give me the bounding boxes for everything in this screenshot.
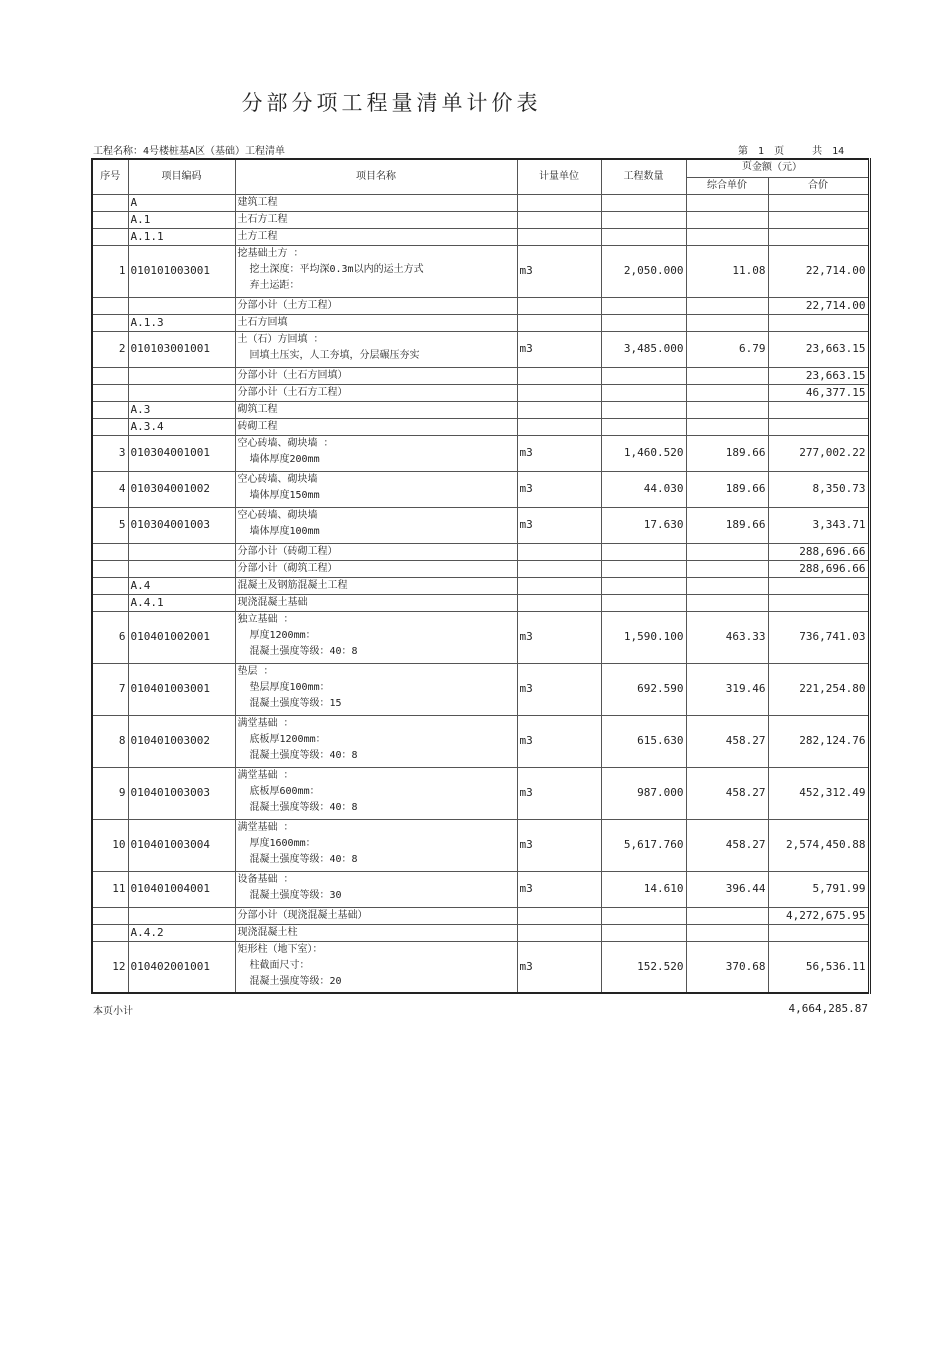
table-row <box>92 715 869 767</box>
row-seq: 12 <box>92 941 128 993</box>
row-unit: m3 <box>517 871 601 907</box>
row-qty <box>601 314 686 331</box>
bill-table <box>91 158 871 994</box>
name-line: 墙体厚度150mm <box>249 489 320 501</box>
row-name <box>235 228 517 245</box>
table-row <box>92 871 869 907</box>
row-unit-price <box>686 594 768 611</box>
row-unit: m3 <box>517 435 601 471</box>
row-qty <box>601 211 686 228</box>
row-unit-price <box>686 560 768 577</box>
row-unit-price <box>686 314 768 331</box>
row-total <box>768 577 869 594</box>
row-qty: 987.000 <box>601 767 686 819</box>
name-line: 墙体厚度100mm <box>249 525 320 537</box>
row-code: A <box>128 194 235 211</box>
name-line: 挖土深度：平均深0.3m以内的运土方式 <box>249 263 424 275</box>
table-row <box>92 560 869 577</box>
page-suffix: 页 <box>774 146 785 157</box>
row-seq <box>92 577 128 594</box>
row-total <box>768 594 869 611</box>
header-money: 金额（元） <box>686 159 869 177</box>
row-qty <box>601 577 686 594</box>
row-code <box>128 543 235 560</box>
row-code: 010401004001 <box>128 871 235 907</box>
row-name <box>235 471 517 507</box>
row-qty <box>601 924 686 941</box>
row-seq: 2 <box>92 331 128 367</box>
table-row <box>92 507 869 543</box>
row-total: 56,536.11 <box>768 941 869 993</box>
name-line: 砖砌工程 <box>237 420 278 432</box>
row-unit <box>517 367 601 384</box>
row-name <box>235 767 517 819</box>
name-line: 底板厚600mm： <box>249 785 320 797</box>
header-seq: 序号 <box>92 159 128 194</box>
name-line: 墙体厚度200mm <box>249 453 320 465</box>
table-row <box>92 194 869 211</box>
row-code: A.1.3 <box>128 314 235 331</box>
row-total: 5,791.99 <box>768 871 869 907</box>
table-row <box>92 611 869 663</box>
header-name: 项目名称 <box>235 159 517 194</box>
row-unit: m3 <box>517 819 601 871</box>
name-line: 满堂基础 ： <box>237 717 294 729</box>
row-seq <box>92 211 128 228</box>
row-unit-price: 370.68 <box>686 941 768 993</box>
row-name <box>235 314 517 331</box>
header-total: 合价 <box>768 177 869 194</box>
table-row <box>92 907 869 924</box>
row-qty: 1,590.100 <box>601 611 686 663</box>
row-name <box>235 297 517 314</box>
row-code: 010401003004 <box>128 819 235 871</box>
name-line: 底板厚1200mm： <box>249 733 326 745</box>
row-unit: m3 <box>517 611 601 663</box>
row-code <box>128 560 235 577</box>
row-total: 23,663.15 <box>768 331 869 367</box>
table-row <box>92 819 869 871</box>
row-unit <box>517 228 601 245</box>
row-unit <box>517 211 601 228</box>
row-total: 8,350.73 <box>768 471 869 507</box>
row-total <box>768 418 869 435</box>
row-unit-price <box>686 384 768 401</box>
row-seq <box>92 228 128 245</box>
row-unit: m3 <box>517 245 601 297</box>
row-name <box>235 871 517 907</box>
row-seq: 8 <box>92 715 128 767</box>
row-unit <box>517 418 601 435</box>
row-name <box>235 819 517 871</box>
row-unit-price: 319.46 <box>686 663 768 715</box>
row-unit-price <box>686 211 768 228</box>
name-line: 混凝土强度等级：20 <box>249 975 342 987</box>
row-code: 010401003001 <box>128 663 235 715</box>
row-unit-price: 6.79 <box>686 331 768 367</box>
footer-total: 4,664,285.87 <box>788 1002 868 1015</box>
table-row <box>92 767 869 819</box>
header-unit-price: 综合单价 <box>686 177 768 194</box>
row-code <box>128 367 235 384</box>
name-line: 满堂基础 ： <box>237 769 294 781</box>
name-line: 满堂基础 ： <box>237 821 294 833</box>
table-row <box>92 401 869 418</box>
row-seq: 1 <box>92 245 128 297</box>
row-unit-price <box>686 543 768 560</box>
row-total: 288,696.66 <box>768 543 869 560</box>
name-line: 分部小计（土石方工程） <box>237 386 348 398</box>
row-code: 010101003001 <box>128 245 235 297</box>
name-line: 混凝土强度等级：30 <box>249 889 342 901</box>
name-line: 回填土压实，人工夯填，分层碾压夯实 <box>249 349 420 361</box>
row-code: A.3.4 <box>128 418 235 435</box>
row-qty <box>601 401 686 418</box>
row-name <box>235 507 517 543</box>
table-row <box>92 367 869 384</box>
row-unit-price <box>686 367 768 384</box>
row-unit-price <box>686 401 768 418</box>
name-line: 混凝土及钢筋混凝土工程 <box>237 579 348 591</box>
row-qty: 692.590 <box>601 663 686 715</box>
name-line: 厚度1600mm： <box>249 837 316 849</box>
row-unit <box>517 401 601 418</box>
name-line: 混凝土强度等级：40：8 <box>249 749 358 761</box>
table-row <box>92 245 869 297</box>
row-seq <box>92 594 128 611</box>
row-qty <box>601 543 686 560</box>
row-unit-price <box>686 907 768 924</box>
page-prefix: 第 <box>738 146 748 157</box>
row-code: 010401003003 <box>128 767 235 819</box>
row-unit-price: 458.27 <box>686 767 768 819</box>
name-line: 弃土运距： <box>249 279 300 291</box>
row-seq: 10 <box>92 819 128 871</box>
name-line: 垫层厚度100mm： <box>249 681 330 693</box>
row-qty <box>601 297 686 314</box>
row-total <box>768 314 869 331</box>
name-line: 空心砖墙、砌块墙 <box>237 509 318 521</box>
row-qty: 44.030 <box>601 471 686 507</box>
row-seq <box>92 384 128 401</box>
row-qty: 5,617.760 <box>601 819 686 871</box>
table-row <box>92 543 869 560</box>
row-unit-price: 189.66 <box>686 507 768 543</box>
row-qty <box>601 594 686 611</box>
row-code <box>128 297 235 314</box>
row-unit-price: 396.44 <box>686 871 768 907</box>
row-code: A.4 <box>128 577 235 594</box>
table-row <box>92 924 869 941</box>
row-total: 4,272,675.95 <box>768 907 869 924</box>
row-qty: 14.610 <box>601 871 686 907</box>
page-title: 分部分项工程量清单计价表 <box>241 91 542 115</box>
name-line: 空心砖墙、砌块墙 <box>237 473 318 485</box>
row-total: 22,714.00 <box>768 245 869 297</box>
row-total: 3,343.71 <box>768 507 869 543</box>
name-line: 现浇混凝土柱 <box>237 926 298 938</box>
row-total: 23,663.15 <box>768 367 869 384</box>
page-number: 1 <box>758 146 765 157</box>
row-name <box>235 577 517 594</box>
row-unit <box>517 594 601 611</box>
name-line: 混凝土强度等级：40：8 <box>249 853 358 865</box>
row-unit-price <box>686 194 768 211</box>
row-qty <box>601 194 686 211</box>
row-unit-price: 189.66 <box>686 435 768 471</box>
row-total: 46,377.15 <box>768 384 869 401</box>
name-line: 厚度1200mm： <box>249 629 316 641</box>
row-total <box>768 924 869 941</box>
row-total: 221,254.80 <box>768 663 869 715</box>
row-unit: m3 <box>517 715 601 767</box>
row-seq: 5 <box>92 507 128 543</box>
row-unit <box>517 543 601 560</box>
name-line: 土（石）方回填 ： <box>237 333 324 345</box>
total-prefix: 共 <box>812 146 823 157</box>
row-code: 010304001003 <box>128 507 235 543</box>
table-row <box>92 384 869 401</box>
name-line: 分部小计（砌筑工程） <box>237 562 338 574</box>
footer-label: 本页小计 <box>93 1006 133 1017</box>
row-total <box>768 194 869 211</box>
row-unit-price <box>686 577 768 594</box>
table-row <box>92 211 869 228</box>
row-name <box>235 907 517 924</box>
row-code <box>128 907 235 924</box>
row-name <box>235 331 517 367</box>
row-total: 288,696.66 <box>768 560 869 577</box>
row-unit <box>517 384 601 401</box>
row-name <box>235 435 517 471</box>
row-name <box>235 194 517 211</box>
row-seq <box>92 367 128 384</box>
table-row <box>92 594 869 611</box>
table-row <box>92 941 869 993</box>
row-seq: 11 <box>92 871 128 907</box>
row-total: 736,741.03 <box>768 611 869 663</box>
row-seq <box>92 907 128 924</box>
row-unit: m3 <box>517 767 601 819</box>
row-total: 277,002.22 <box>768 435 869 471</box>
row-qty <box>601 907 686 924</box>
row-unit-price: 458.27 <box>686 715 768 767</box>
row-name <box>235 418 517 435</box>
table-row <box>92 471 869 507</box>
name-line: 分部小计（现浇混凝土基础） <box>237 909 368 921</box>
row-name <box>235 543 517 560</box>
name-line: 矩形柱（地下室）： <box>237 943 323 955</box>
row-qty <box>601 560 686 577</box>
table-row <box>92 663 869 715</box>
header-code: 项目编码 <box>128 159 235 194</box>
table-row <box>92 435 869 471</box>
row-seq <box>92 418 128 435</box>
row-total <box>768 401 869 418</box>
name-line: 分部小计（土石方回填） <box>237 369 348 381</box>
row-seq: 7 <box>92 663 128 715</box>
row-total: 2,574,450.88 <box>768 819 869 871</box>
row-code: 010304001001 <box>128 435 235 471</box>
row-unit <box>517 560 601 577</box>
name-line: 建筑工程 <box>237 196 278 208</box>
row-unit-price <box>686 924 768 941</box>
total-suffix: 页 <box>742 161 752 172</box>
row-qty <box>601 418 686 435</box>
name-line: 垫层 ： <box>237 665 274 677</box>
header-unit: 计量单位 <box>517 159 601 194</box>
row-unit-price: 458.27 <box>686 819 768 871</box>
row-name <box>235 611 517 663</box>
name-line: 混凝土强度等级：40：8 <box>249 645 358 657</box>
row-qty: 152.520 <box>601 941 686 993</box>
name-line: 分部小计（土方工程） <box>237 299 338 311</box>
name-line: 混凝土强度等级：40：8 <box>249 801 358 813</box>
row-code <box>128 384 235 401</box>
row-seq: 3 <box>92 435 128 471</box>
row-code: A.4.2 <box>128 924 235 941</box>
table-row <box>92 297 869 314</box>
name-line: 混凝土强度等级：15 <box>249 697 342 709</box>
row-unit-price <box>686 418 768 435</box>
name-line: 挖基础土方 ： <box>237 247 304 259</box>
project-name: 工程名称：4号楼桩基A区（基础）工程清单 <box>93 146 286 157</box>
row-total <box>768 211 869 228</box>
row-qty <box>601 367 686 384</box>
row-seq <box>92 297 128 314</box>
row-unit: m3 <box>517 331 601 367</box>
row-unit <box>517 194 601 211</box>
table-row <box>92 418 869 435</box>
row-total: 282,124.76 <box>768 715 869 767</box>
row-unit <box>517 314 601 331</box>
row-qty <box>601 228 686 245</box>
row-code: 010402001001 <box>128 941 235 993</box>
row-unit-price: 189.66 <box>686 471 768 507</box>
table-body <box>92 194 869 993</box>
row-unit-price: 11.08 <box>686 245 768 297</box>
row-seq <box>92 401 128 418</box>
row-name <box>235 560 517 577</box>
row-unit-price: 463.33 <box>686 611 768 663</box>
row-unit: m3 <box>517 941 601 993</box>
row-code: 010304001002 <box>128 471 235 507</box>
row-name <box>235 594 517 611</box>
table-row <box>92 577 869 594</box>
row-unit <box>517 297 601 314</box>
name-line: 分部小计（砖砌工程） <box>237 545 338 557</box>
name-line: 设备基础 ： <box>237 873 294 885</box>
row-unit: m3 <box>517 507 601 543</box>
row-name <box>235 245 517 297</box>
row-qty: 3,485.000 <box>601 331 686 367</box>
row-name <box>235 663 517 715</box>
row-name <box>235 367 517 384</box>
name-line: 土石方回填 <box>237 316 288 328</box>
row-seq <box>92 194 128 211</box>
row-unit <box>517 907 601 924</box>
row-name <box>235 924 517 941</box>
row-seq: 4 <box>92 471 128 507</box>
total-pages: 14 <box>832 146 845 157</box>
row-qty: 1,460.520 <box>601 435 686 471</box>
row-total <box>768 228 869 245</box>
row-name <box>235 211 517 228</box>
row-name <box>235 715 517 767</box>
row-seq <box>92 543 128 560</box>
row-unit-price <box>686 228 768 245</box>
row-unit-price <box>686 297 768 314</box>
row-code: A.1 <box>128 211 235 228</box>
name-line: 现浇混凝土基础 <box>237 596 308 608</box>
row-name <box>235 941 517 993</box>
row-total: 22,714.00 <box>768 297 869 314</box>
header-qty: 工程数量 <box>601 159 686 194</box>
row-name <box>235 384 517 401</box>
row-code: 010401002001 <box>128 611 235 663</box>
table-row <box>92 228 869 245</box>
row-unit <box>517 577 601 594</box>
row-total: 452,312.49 <box>768 767 869 819</box>
row-unit <box>517 924 601 941</box>
name-line: 空心砖墙、砌块墙 ： <box>237 437 334 449</box>
row-qty: 615.630 <box>601 715 686 767</box>
name-line: 柱截面尺寸： <box>249 959 310 971</box>
name-line: 土方工程 <box>237 230 278 242</box>
row-unit: m3 <box>517 471 601 507</box>
row-seq <box>92 560 128 577</box>
name-line: 砌筑工程 <box>237 403 278 415</box>
table-row <box>92 314 869 331</box>
table-row <box>92 331 869 367</box>
row-code: A.4.1 <box>128 594 235 611</box>
row-code: A.3 <box>128 401 235 418</box>
row-code: 010103001001 <box>128 331 235 367</box>
name-line: 土石方工程 <box>237 213 288 225</box>
row-code: 010401003002 <box>128 715 235 767</box>
row-seq <box>92 314 128 331</box>
row-unit: m3 <box>517 663 601 715</box>
row-qty: 17.630 <box>601 507 686 543</box>
name-line: 独立基础 ： <box>237 613 294 625</box>
row-seq <box>92 924 128 941</box>
row-qty: 2,050.000 <box>601 245 686 297</box>
row-code: A.1.1 <box>128 228 235 245</box>
row-qty <box>601 384 686 401</box>
row-seq: 9 <box>92 767 128 819</box>
row-seq: 6 <box>92 611 128 663</box>
row-name <box>235 401 517 418</box>
